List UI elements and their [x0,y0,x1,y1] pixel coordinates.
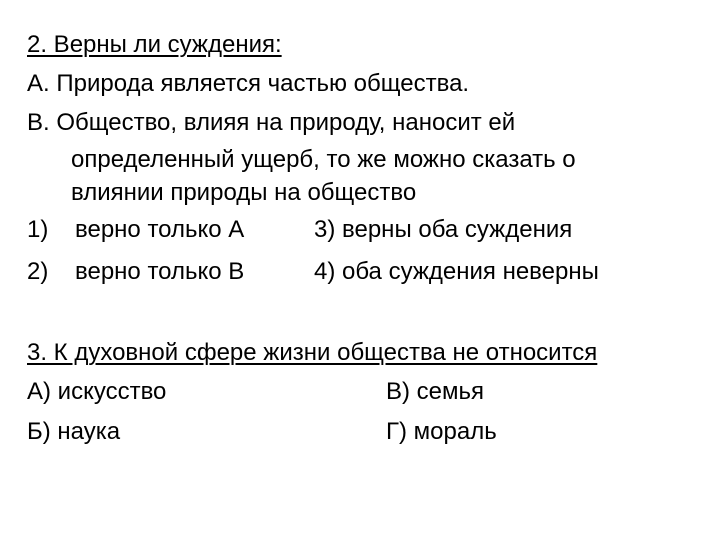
q2-option-4: 4) оба суждения неверны [314,258,599,285]
q2-option-1-text: верно только А [75,216,245,243]
q3-heading: 3. К духовной сфере жизни общества не относится [27,339,598,366]
q2-statement-a: А. Природа является частью общества. [27,70,470,97]
q3-option-v: В) семья [386,378,485,405]
q2-option-2-text: верно только В [75,258,245,285]
q2-statement-b-line2: определенный ущерб, то же можно сказать о [71,146,576,173]
q3-option-a: А) искусство [27,378,167,405]
q3-option-b: Б) наука [27,418,121,445]
q2-option-1-number: 1) [27,216,49,243]
q2-heading: 2. Верны ли суждения: [27,31,282,58]
q3-option-g: Г) мораль [386,418,497,445]
q2-statement-b-line3: влиянии природы на общество [71,179,417,206]
q2-option-2-number: 2) [27,258,49,285]
q2-option-3: 3) верны оба суждения [314,216,573,243]
q2-statement-b-line1: В. Общество, влияя на природу, наносит ей [27,109,516,136]
